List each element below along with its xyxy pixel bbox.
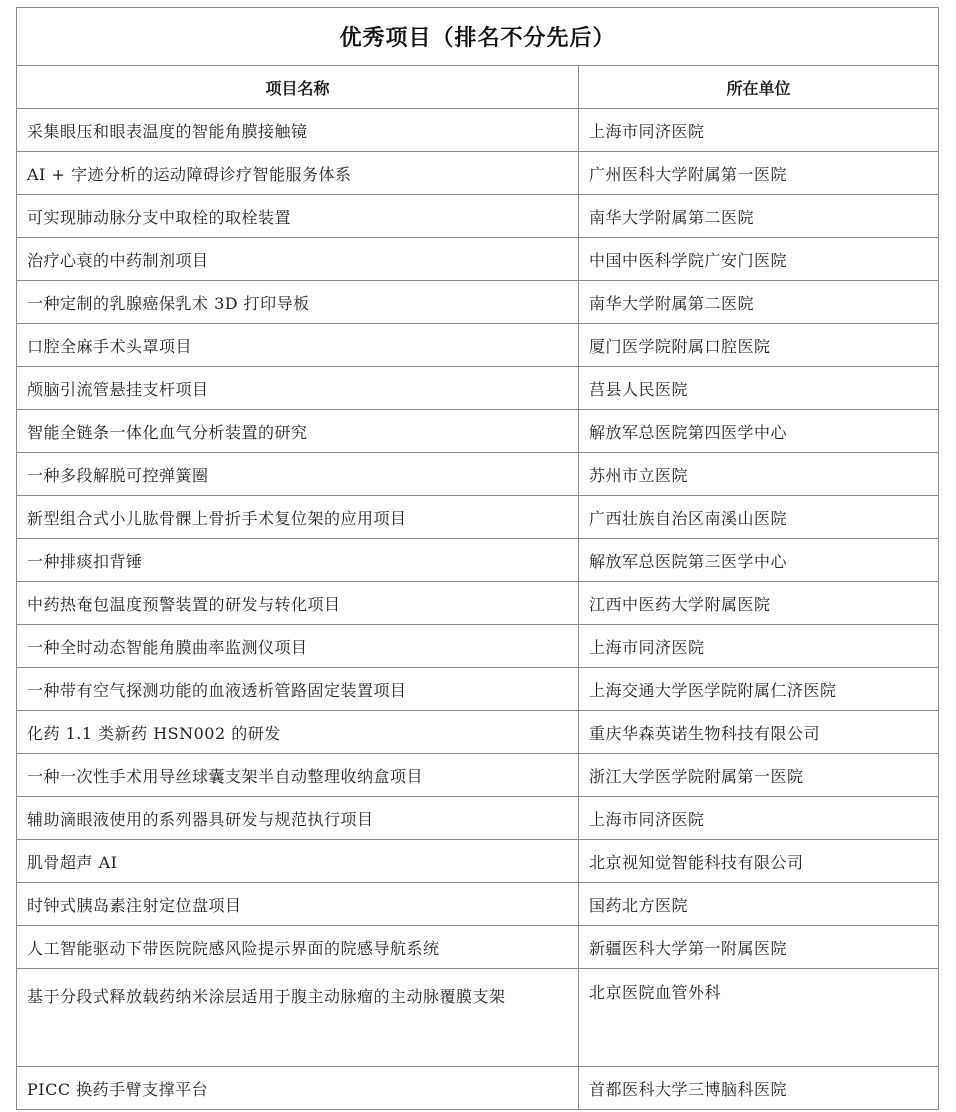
awards-table (16, 7, 939, 1110)
project-name-cell: 口腔全麻手术头罩项目 (17, 324, 579, 367)
table-row (17, 539, 939, 582)
table-row (17, 324, 939, 367)
table-row (17, 410, 939, 453)
organization-cell: 北京视知觉智能科技有限公司 (579, 840, 939, 883)
project-name-cell: 治疗心衰的中药制剂项目 (17, 238, 579, 281)
organization-cell: 厦门医学院附属口腔医院 (579, 324, 939, 367)
table-row (17, 625, 939, 668)
project-name-cell: 一种定制的乳腺癌保乳术 3D 打印导板 (17, 281, 579, 324)
project-name-cell: 肌骨超声 AI (17, 840, 579, 883)
table-row (17, 582, 939, 625)
project-name-cell: 采集眼压和眼表温度的智能角膜接触镜 (17, 109, 579, 152)
project-name-cell: 中药热奄包温度预警装置的研发与转化项目 (17, 582, 579, 625)
table-row (17, 496, 939, 539)
table-row (17, 238, 939, 281)
project-name-cell: PICC 换药手臂支撑平台 (17, 1067, 579, 1110)
project-name-cell: 时钟式胰岛素注射定位盘项目 (17, 883, 579, 926)
organization-cell: 中国中医科学院广安门医院 (579, 238, 939, 281)
table-row (17, 711, 939, 754)
organization-cell: 解放军总医院第四医学中心 (579, 410, 939, 453)
organization-cell: 上海市同济医院 (579, 625, 939, 668)
organization-cell: 广西壮族自治区南溪山医院 (579, 496, 939, 539)
organization-cell: 解放军总医院第三医学中心 (579, 539, 939, 582)
organization-cell: 上海市同济医院 (579, 109, 939, 152)
table-row (17, 367, 939, 410)
table-row (17, 152, 939, 195)
organization-cell: 广州医科大学附属第一医院 (579, 152, 939, 195)
organization-cell: 南华大学附属第二医院 (579, 195, 939, 238)
table-body (17, 109, 939, 1110)
table-row (17, 797, 939, 840)
project-name-cell: 可实现肺动脉分支中取栓的取栓装置 (17, 195, 579, 238)
organization-cell: 莒县人民医院 (579, 367, 939, 410)
organization-cell: 重庆华森英诺生物科技有限公司 (579, 711, 939, 754)
project-name-cell: 智能全链条一体化血气分析装置的研究 (17, 410, 579, 453)
table-row (17, 926, 939, 969)
project-name-cell: 一种多段解脱可控弹簧圈 (17, 453, 579, 496)
table-row (17, 281, 939, 324)
awards-table-container (16, 7, 938, 1110)
project-name-cell: 一种带有空气探测功能的血液透析管路固定装置项目 (17, 668, 579, 711)
organization-cell: 浙江大学医学院附属第一医院 (579, 754, 939, 797)
table-row (17, 1067, 939, 1110)
project-name-cell: 颅脑引流管悬挂支杆项目 (17, 367, 579, 410)
project-name-cell: AI + 字迹分析的运动障碍诊疗智能服务体系 (17, 152, 579, 195)
table-row (17, 969, 939, 1067)
organization-cell: 江西中医药大学附属医院 (579, 582, 939, 625)
project-name-cell: 辅助滴眼液使用的系列器具研发与规范执行项目 (17, 797, 579, 840)
table-title: 优秀项目（排名不分先后） (17, 8, 939, 66)
column-header-project: 项目名称 (17, 66, 579, 109)
table-row (17, 754, 939, 797)
project-name-cell: 新型组合式小儿肱骨髁上骨折手术复位架的应用项目 (17, 496, 579, 539)
table-row (17, 840, 939, 883)
organization-cell: 南华大学附属第二医院 (579, 281, 939, 324)
organization-cell: 国药北方医院 (579, 883, 939, 926)
organization-cell: 新疆医科大学第一附属医院 (579, 926, 939, 969)
project-name-cell: 基于分段式释放载药纳米涂层适用于腹主动脉瘤的主动脉覆膜支架 (17, 969, 579, 1067)
project-name-cell: 人工智能驱动下带医院院感风险提示界面的院感导航系统 (17, 926, 579, 969)
organization-cell: 首都医科大学三博脑科医院 (579, 1067, 939, 1110)
project-name-cell: 一种全时动态智能角膜曲率监测仪项目 (17, 625, 579, 668)
organization-cell: 苏州市立医院 (579, 453, 939, 496)
project-name-cell: 一种一次性手术用导丝球囊支架半自动整理收纳盒项目 (17, 754, 579, 797)
organization-cell: 上海交通大学医学院附属仁济医院 (579, 668, 939, 711)
organization-cell: 上海市同济医院 (579, 797, 939, 840)
table-row (17, 109, 939, 152)
project-name-cell: 化药 1.1 类新药 HSN002 的研发 (17, 711, 579, 754)
column-header-org: 所在单位 (579, 66, 939, 109)
table-row (17, 883, 939, 926)
table-row (17, 668, 939, 711)
project-name-cell: 一种排痰扣背锤 (17, 539, 579, 582)
organization-cell: 北京医院血管外科 (579, 969, 939, 1067)
table-row (17, 453, 939, 496)
table-row (17, 195, 939, 238)
